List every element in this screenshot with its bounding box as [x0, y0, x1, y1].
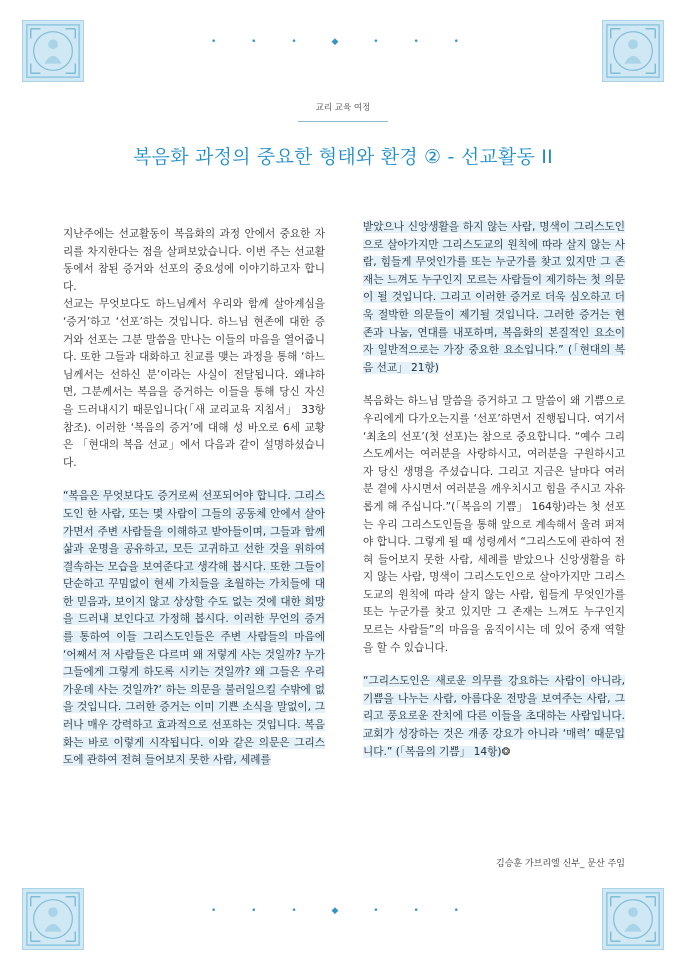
ornament-corner-icon: [602, 888, 664, 950]
dot-divider-top: • • • ◆ • • •: [211, 37, 475, 47]
end-mark-icon: ❂: [501, 745, 511, 758]
ornament-corner-icon: [22, 20, 84, 82]
left-column: [63, 226, 325, 770]
highlighted-quote-2: “그리스도인은 새로운 의무를 강요하는 사람이 아니라, 기쁨을 나누는 사람, 아름다운 전망을 보여주는 사람, 그리고 풍요로운 잔치에 다른 이들을 초대하는 사람입니다. 교회가 성장하는 것은 개종 강요가 아니라 ‘매력’ 때문입니다.” (「복음의 기쁨」 14항): [363, 675, 625, 758]
highlighted-quote-continued: 받았으나 신앙생활을 하지 않는 사람, 명색이 그리스도인으로 살아가지만 그리스도교의 원칙에 따라 살지 않는 사람, 힘들게 무엇인가를 또는 누군가를 찾고 있지만 그 존재는 느껴도 누구인지 모르는 사람들이 제기하는 첫 의문이 될 것입니다. 그리고 이러한 증거로 더욱 심오하고 더욱 절박한 의문들이 제기될 것입니다. 그러한 증거는 현존과 나눔, 연대를 내포하며, 복음화의 본질적인 요소이자 일반적으로는 가장 중요한 요소입니다.” (「현대의 복음 선교」 21항): [363, 221, 625, 374]
dot-divider-bottom: • • • ◆ • • •: [211, 906, 475, 916]
intro-paragraph: 지난주에는 선교활동이 복음화의 과정 안에서 중요한 자리를 차지한다는 점을 살펴보았습니다. 이번 주는 선교활동에서 참된 증거와 선포의 중요성에 이야기하고자 합니다.: [63, 228, 325, 293]
ornament-corner-icon: [22, 888, 84, 950]
section-kicker: 교리 교육 여정: [315, 103, 371, 113]
kicker-underline: [298, 121, 388, 122]
body-paragraph: 선교는 무엇보다도 하느님께서 우리와 함께 살아계심을 ‘증거’하고 ‘선포’하는 것입니다. 하느님 현존에 대한 증거와 선포는 그분 말씀을 만나는 이들의 마음을 열어줍니다. 또한 그들과 대화하고 친교를 맺는 과정을 통해 ‘하느님께서는 선하신 분’이라는 사실이 전달됩니다. 왜냐하면, 그분께서는 복음을 증거하는 이들을 통해 당신 자신을 드러내시기 때문입니다(「새 교리교육 지침서」 33항 참조). 이러한 ‘복음의 증거’에 대해 성 바오로 6세 교황은 「현대의 복음 선교」에서 다음과 같이 설명하셨습니다.: [63, 298, 325, 469]
right-column: [363, 219, 625, 761]
highlighted-quote: “복음은 무엇보다도 증거로써 선포되어야 합니다. 그리스도인 한 사람, 또는 몇 사람이 그들의 공동체 안에서 살아가면서 주변 사람들을 이해하고 받아들이며, 그들과 함께 삶과 운명을 공유하고, 모든 고귀하고 선한 것을 위하여 결속하는 모습을 보여준다고 생각해 봅시다. 또한 그들이 단순하고 꾸밈없이 현세 가치들을 초월하는 가치들에 대한 믿음과, 보이지 않고 상상할 수도 없는 것에 대한 희망을 드러내 보인다고 가정해 봅시다. 이러한 무언의 증거를 통하여 이들 그리스도인들은 주변 사람들의 마음에 ‘어째서 저 사람들은 다르며 왜 저렇게 사는 것일까? 누가 그들에게 그렇게 하도록 시키는 것일까? 왜 그들은 우리 가운데 사는 것일까?’ 하는 의문을 불러일으킬 수밖에 없을 것입니다. 그러한 증거는 이미 기쁜 소식을 말없이, 그러나 매우 강력하고 효과적으로 선포하는 것입니다. 복음화는 바로 이렇게 시작됩니다. 이와 같은 의문은 그리스도에 관하여 전혀 들어보지 못한 사람, 세례를: [63, 490, 325, 767]
author-credit: 김승훈 가브리엘 신부_ 문산 주임: [496, 859, 625, 869]
ornament-corner-icon: [602, 20, 664, 82]
body-paragraph: 복음화는 하느님 말씀을 증거하고 그 말씀이 왜 기쁨으로 우리에게 다가오는지를 ‘선포’하면서 진행됩니다. 여기서 ‘최초의 선포’(첫 선포)는 참으로 중요합니다. “예수 그리스도께서는 여러분을 사랑하시고, 여러분을 구원하시고자 당신 생명을 주셨습니다. 그리고 지금은 날마다 여러분 곁에 사시면서 여러분을 깨우치시고 힘을 주시고 자유롭게 해 주십니다.”(「복음의 기쁨」 164항)라는 첫 선포는 우리 그리스도인들을 통해 앞으로 계속해서 울려 퍼져야 합니다. 그렇게 될 때 성령께서 “그리스도에 관하여 전혀 들어보지 못한 사람, 세례를 받았으나 신앙생활을 하지 않는 사람, 명색이 그리스도인으로 살아가지만 그리스도교의 원칙에 따라 살지 않는 사람, 힘들게 무엇인가를 또는 누군가를 찾고 있지만 그 존재는 느껴도 누구인지 모르는 사람들”의 마음을 움직이시는 데 있어 중재 역할을 할 수 있습니다.: [363, 395, 625, 654]
page-title: 복음화 과정의 중요한 형태와 환경 ② - 선교활동 II: [133, 146, 553, 168]
